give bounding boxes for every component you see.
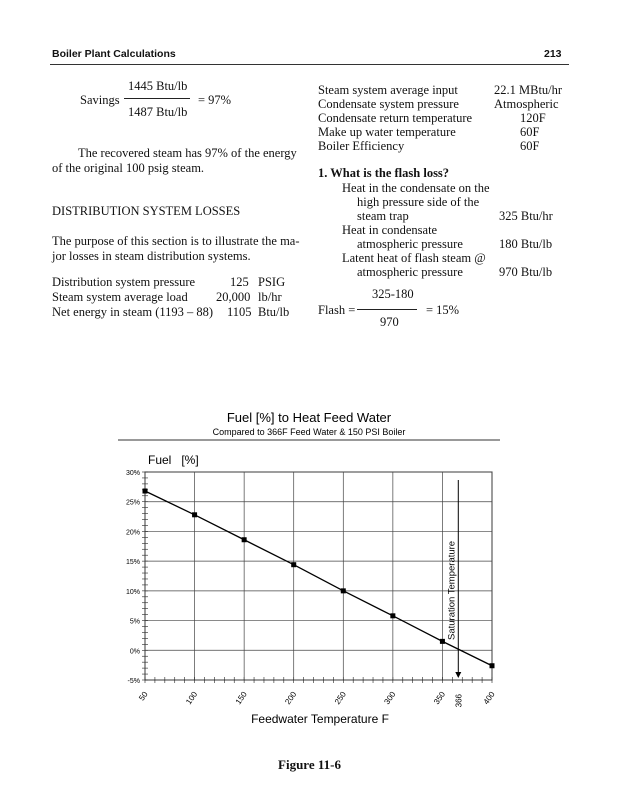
saturation-label: Saturation Temperature [446, 540, 458, 640]
flash-result: = 15% [426, 303, 460, 317]
data-point [291, 562, 296, 567]
item-value: 970 Btu/lb [499, 265, 553, 279]
figure-caption: Figure 11-6 [278, 757, 341, 772]
param-unit: lb/hr [258, 290, 282, 304]
y-tick-label: 25% [125, 499, 140, 507]
recovered-text-line1: The recovered steam has 97% of the energy [78, 146, 297, 160]
y-tick-label: 20% [125, 529, 140, 537]
param-value: Atmospheric [494, 97, 559, 111]
param-label: Make up water temperature [318, 125, 456, 139]
param-unit: PSIG [258, 275, 286, 289]
y-tick-label: 5% [129, 618, 140, 626]
savings-fraction-line [124, 98, 190, 99]
param-label: Condensate return temperature [318, 111, 473, 125]
y-tick-label: 30% [125, 470, 140, 477]
item-line: steam trap [357, 209, 409, 223]
plot-area [126, 470, 497, 707]
chart-title: Fuel [%] to Heat Feed Water [226, 410, 392, 425]
plot-frame [145, 472, 492, 680]
page-number: 213 [544, 48, 562, 60]
savings-result: = 97% [198, 93, 232, 107]
flash-numerator: 325-180 [372, 287, 414, 301]
item-line: high pressure side of the [357, 195, 480, 209]
item-value: 180 Btu/lb [499, 237, 553, 251]
x-axis-label: Feedwater Temperature F [251, 712, 389, 726]
y-tick-label: 10% [125, 588, 140, 596]
y-tick-label: 0% [129, 648, 140, 656]
data-point [390, 613, 395, 618]
running-header: Boiler Plant Calculations [52, 48, 176, 60]
param-value: 1105 [227, 305, 252, 319]
flash-denominator: 970 [380, 315, 399, 329]
fuel-chart [0, 400, 619, 740]
param-label: Condensate system pressure [318, 97, 459, 111]
data-point [490, 663, 495, 668]
param-unit: Btu/lb [258, 305, 290, 319]
x-tick-label: 150 [233, 689, 249, 707]
data-point [242, 537, 247, 542]
item-line: Latent heat of flash steam @ [342, 251, 486, 265]
data-point [440, 639, 445, 644]
item-line: Heat in condensate [342, 223, 438, 237]
param-value: 20,000 [216, 290, 251, 304]
savings-denominator: 1487 Btu/lb [128, 105, 188, 119]
x-tick-label: 50 [137, 689, 150, 703]
param-value: 60F [520, 139, 540, 153]
param-label: Steam system average input [318, 83, 458, 97]
recovered-text-line2: of the original 100 psig steam. [52, 161, 205, 175]
saturation-arrow [455, 672, 461, 678]
y-tick-label: -5% [127, 678, 140, 685]
x-tick-label: 300 [382, 689, 398, 707]
x-tick-label: 200 [283, 689, 299, 707]
chart-subtitle: Compared to 366F Feed Water & 150 PSI Boiler [212, 427, 406, 437]
flash-fraction-line [357, 309, 417, 310]
data-point [143, 489, 148, 494]
x-tick-label: 100 [184, 689, 200, 707]
param-value: 22.1 MBtu/hr [494, 83, 563, 97]
question-heading: 1. What is the flash loss? [318, 166, 450, 180]
flash-label: Flash = [318, 303, 356, 317]
y-tick-label: 15% [125, 559, 140, 567]
purpose-line1: The purpose of this section is to illustrate the ma- [52, 234, 300, 248]
param-label: Distribution system pressure [52, 275, 196, 289]
header-rule [50, 64, 569, 65]
savings-numerator: 1445 Btu/lb [128, 79, 188, 93]
param-value: 120F [520, 111, 546, 125]
data-point [341, 588, 346, 593]
param-label: Steam system average load [52, 290, 188, 304]
item-line: atmospheric pressure [357, 237, 463, 251]
param-value: 60F [520, 125, 540, 139]
param-label: Net energy in steam (1193 – 88) [52, 305, 214, 319]
item-line: Heat in the condensate on the [342, 181, 490, 195]
item-line: atmospheric pressure [357, 265, 463, 279]
savings-label: Savings [80, 93, 120, 107]
y-axis-label: Fuel [%] [148, 453, 199, 467]
x-tick-label: 400 [481, 689, 497, 707]
item-value: 325 Btu/hr [499, 209, 553, 223]
section-title: DISTRIBUTION SYSTEM LOSSES [52, 204, 241, 218]
param-value: 125 [230, 275, 249, 289]
data-point [192, 512, 197, 517]
saturation-tick-label: 366 [454, 694, 464, 708]
param-label: Boiler Efficiency [318, 139, 405, 153]
x-tick-label: 250 [332, 689, 348, 707]
purpose-line2: jor losses in steam distribution systems. [52, 249, 251, 263]
x-tick-label: 350 [432, 689, 448, 707]
